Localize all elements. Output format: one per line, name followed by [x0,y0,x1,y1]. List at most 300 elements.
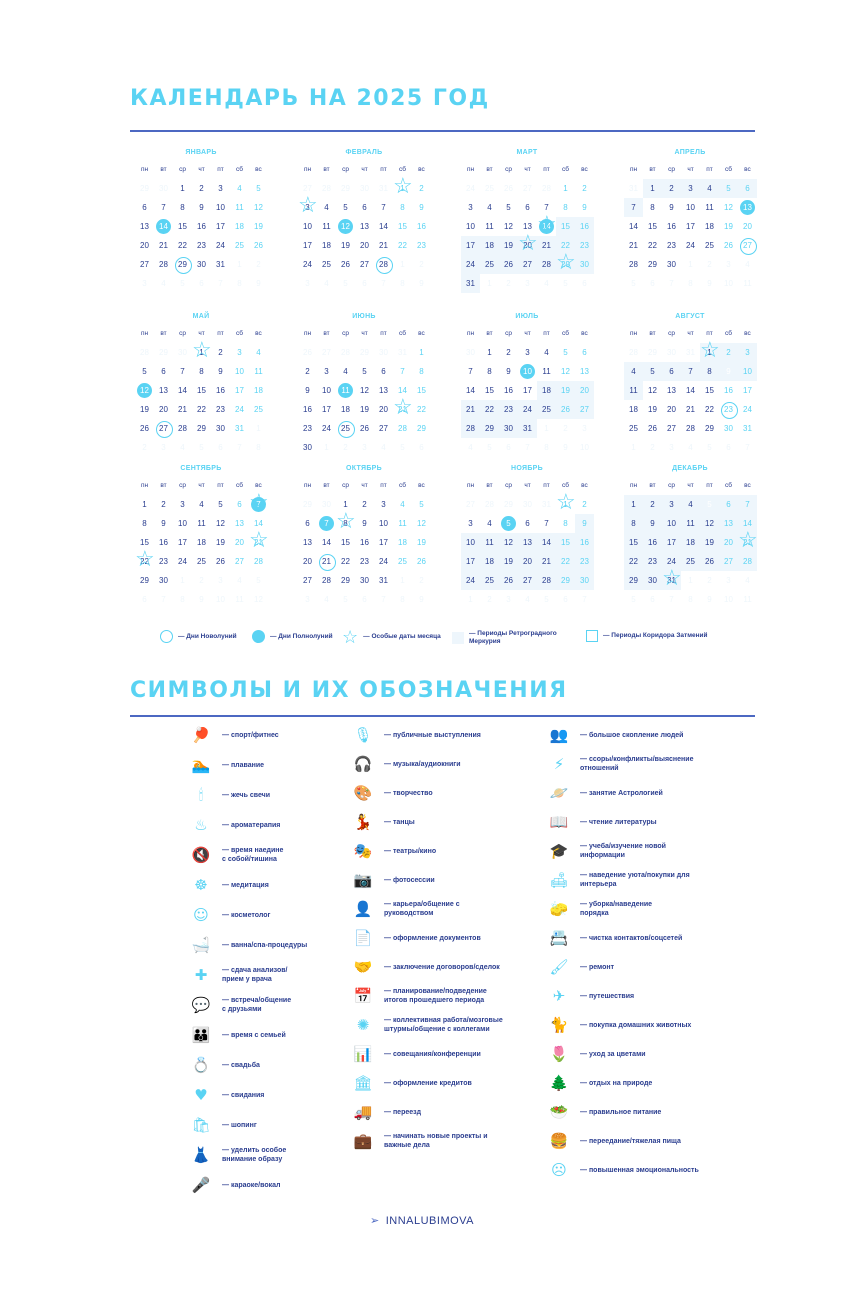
symbol-item [352,753,552,775]
symbol-label: — музыка/аудиокниги [384,760,461,768]
adjacent-month-day: 9 [419,279,424,288]
day-cell: 13 [667,386,676,395]
adjacent-month-day: 8 [400,279,405,288]
adjacent-month-day: 2 [199,576,204,585]
day-cell: 10 [738,362,757,381]
adjacent-month-day: 1 [400,576,405,585]
day-cell: 25 [398,557,407,566]
adjacent-month-day: 10 [580,443,589,452]
symbol-label: — наведение уюта/покупки для интерьера [580,872,690,888]
adjacent-month-day: 2 [506,279,511,288]
day-cell: 18 [197,538,206,547]
day-cell: 10 [662,514,681,533]
day-cell: 17 [461,236,480,255]
symbol-label: — большое скопление людей [580,731,684,739]
swimming-icon: 🏊 [191,756,211,774]
adjacent-month-day: 1 [324,443,329,452]
day-cell: 24 [178,557,187,566]
adjacent-month-day: 2 [419,260,424,269]
symbol-item [548,1130,748,1152]
salad-icon: 🥗 [549,1103,569,1121]
weekday-label: вс [255,482,262,489]
adjacent-month-day: 1 [400,260,405,269]
day-cell: 7 [738,495,757,514]
day-cell: 28 [537,255,556,274]
speaker-icon: 🎙 [353,726,373,744]
symbol-label: — медитация [222,881,269,889]
mirror-icon: 👗 [191,1146,211,1164]
day-cell: 4 [400,500,405,509]
day-cell: 7 [400,367,405,376]
day-cell: 15 [556,217,575,236]
adjacent-month-day: 5 [707,443,712,452]
truck-icon: 🚚 [353,1103,373,1121]
day-cell: 20 [360,241,369,250]
weekday-label: чт [524,482,531,489]
day-cell: 20 [667,405,676,414]
symbol-label: — танцы [384,818,415,826]
day-cell: 25 [537,400,556,419]
weekday-label: сб [399,166,406,173]
camera-icon: 📷 [353,871,373,889]
adjacent-month-day: 3 [362,443,367,452]
aroma-icon: ♨ [194,816,208,834]
legend-new-moon [160,630,237,643]
day-cell: 18 [480,236,499,255]
adjacent-month-day: 4 [161,279,166,288]
adjacent-month-day: 30 [667,348,676,357]
day-cell: 5 [419,500,424,509]
day-cell: 9 [506,367,511,376]
weekday-label: пн [466,330,475,337]
adjacent-month-day: 4 [381,443,386,452]
day-cell: 2 [662,179,681,198]
day-cell: 21 [317,552,336,571]
day-cell: 28 [178,424,187,433]
symbol-item [352,1043,552,1065]
month-name: ЯНВАРЬ [185,149,217,156]
weekday-label: сб [236,482,243,489]
day-cell: 17 [686,222,695,231]
day-cell: 27 [719,552,738,571]
day-cell: 29 [197,424,206,433]
handshake-icon: 🤝 [353,958,373,976]
adjacent-month-day: 5 [256,576,261,585]
day-cell: 8 [700,362,719,381]
adjacent-month-day: 5 [631,595,636,604]
symbol-label: — покупка домашних животных [580,1021,692,1029]
day-cell: 1 ☆ [556,495,575,514]
day-cell: 25 [322,260,331,269]
day-cell: 6 [381,367,386,376]
adjacent-month-day: 4 [468,443,473,452]
day-cell: 14 [154,217,173,236]
adjacent-month-day: 11 [235,595,244,604]
adjacent-month-day: 31 [379,184,388,193]
month-name: МАРТ [516,149,538,156]
weekday-label: пт [217,166,224,173]
day-cell: 21 [159,241,168,250]
day-cell: 26 [341,260,350,269]
day-cell: 4 [624,362,643,381]
day-cell: 2 [305,367,310,376]
adjacent-month-day: 1 [688,576,693,585]
adjacent-month-day: 30 [466,348,475,357]
day-cell: 28 [738,552,757,571]
day-cell: 4 [343,367,348,376]
day-cell: 19 [499,552,518,571]
day-cell: 13 [523,222,532,231]
day-cell: 7 [544,203,549,212]
symbol-item [352,811,552,833]
bank-icon: 🏛 [353,1074,373,1092]
day-cell: 7 [381,203,386,212]
month-name: ОКТЯБРЬ [346,465,382,472]
day-cell: 21 [686,405,695,414]
symbol-item [548,840,748,862]
month-name: ФЕВРАЛЬ [345,149,383,156]
day-cell: 30 [643,571,662,590]
adjacent-month-day: 6 [199,279,204,288]
title-divider [130,130,755,132]
adjacent-month-day: 6 [506,443,511,452]
day-cell: 12 [499,533,518,552]
day-cell: 26 [140,424,149,433]
day-cell: 22 [197,405,206,414]
presentation-icon: 📊 [353,1045,373,1063]
day-cell: 11 [480,533,499,552]
day-cell: 23 [159,557,168,566]
adjacent-month-day: 6 [726,443,731,452]
day-cell: 20 [719,533,738,552]
day-cell: 10 [466,222,475,231]
adjacent-month-day: 6 [362,595,367,604]
face-icon: ☺ [193,906,209,924]
day-cell: 21 ☆ [738,533,757,552]
adjacent-month-day: 8 [400,595,405,604]
day-cell: 9 [575,514,594,533]
symbol-label: — жечь свечи [222,791,271,799]
day-cell: 8 [400,203,405,212]
symbol-item [548,1159,748,1181]
symbols-title: СИМВОЛЫ И ИХ ОБОЗНАЧЕНИЯ [130,678,568,703]
adjacent-month-day: 6 [650,595,655,604]
document-icon: 📄 [353,929,373,947]
day-cell: 9 [582,203,587,212]
day-cell: 27 [140,260,149,269]
day-cell: 26 [724,241,733,250]
weekday-label: чт [687,166,694,173]
day-cell: 22 [624,552,643,571]
adjacent-month-day: 27 [322,348,331,357]
day-cell: 27 [303,576,312,585]
day-cell: 13 [235,519,244,528]
weekday-label: вт [323,166,330,173]
day-cell: 6 [738,179,757,198]
weekday-label: ср [668,482,675,489]
day-cell: 27 [235,557,244,566]
day-cell: 4 [256,348,261,357]
day-cell: 2 [582,500,587,509]
weekday-label: сб [399,330,406,337]
adjacent-month-day: 10 [216,595,225,604]
day-cell: 13 [303,538,312,547]
day-cell: 18 [341,405,350,414]
day-cell: 15 [197,386,206,395]
day-cell: 13 [159,386,168,395]
symbol-label: — правильное питание [580,1108,662,1116]
symbol-label: — коллективная работа/мозговые штурмы/общение с коллегами [384,1017,503,1033]
weekday-label: ср [505,330,512,337]
symbol-label: — ссоры/конфликты/выяснение отношений [580,756,694,772]
day-cell: 29 [140,576,149,585]
adjacent-month-day: 26 [303,348,312,357]
hand-heart-icon: ♥ [194,1086,208,1104]
day-cell: 27 [518,255,537,274]
symbol-item [352,869,552,891]
day-cell: 27 [738,236,757,255]
day-cell: 20 [518,552,537,571]
day-cell: 25 [480,571,499,590]
day-cell: 23 [719,400,738,419]
symbol-label: — чистка контактов/соцсетей [580,934,683,942]
adjacent-month-day: 7 [218,279,223,288]
adjacent-month-day: 5 [544,595,549,604]
symbol-label: — заключение договоров/сделок [384,963,500,971]
day-cell: 12 [700,514,719,533]
adjacent-month-day: 1 [256,424,261,433]
adjacent-month-day: 6 [582,279,587,288]
weekday-label: ср [342,330,349,337]
day-cell: 17 [322,405,331,414]
weekday-label: пт [217,482,224,489]
adjacent-month-day: 6 [142,595,147,604]
weekday-label: вт [160,482,167,489]
adjacent-month-day: 1 [487,279,492,288]
day-cell: 3 ☆ [298,198,317,217]
symbol-label: — путешествия [580,992,635,1000]
microphone-icon: 🎤 [191,1176,211,1194]
weekday-label: сб [562,482,569,489]
day-cell: 10 [235,367,244,376]
adjacent-month-day: 6 [419,443,424,452]
symbol-label: — планирование/подведение итогов прошедшего периода [384,988,487,1004]
symbol-item [352,898,552,920]
full-moon-icon [252,630,265,643]
adjacent-month-day: 8 [544,443,549,452]
crowd-icon: 👥 [549,726,569,744]
day-cell: 17 [379,538,388,547]
day-cell: 29 [624,571,643,590]
weekday-label: пн [140,482,149,489]
legend-mercury-label: — Периоды Ретроградного Меркурия [469,630,557,645]
symbol-label: — отдых на природе [580,1079,653,1087]
weekday-label: пн [629,330,638,337]
day-cell: 6 [362,203,367,212]
weekday-label: ср [342,166,349,173]
day-cell: 10 [686,203,695,212]
legend-full-moon [252,630,333,643]
nature-icon: 🌲 [549,1074,569,1092]
day-cell: 3 [525,348,530,357]
weekday-label: ср [505,166,512,173]
day-cell: 16 [197,222,206,231]
day-cell: 22 ☆ [135,552,154,571]
weekday-label: ср [505,482,512,489]
day-cell: 30 [575,255,594,274]
day-cell: 1 [487,348,492,357]
day-cell: 27 [379,424,388,433]
adjacent-month-day: 7 [525,443,530,452]
day-cell: 15 [705,386,714,395]
day-cell: 24 [743,405,752,414]
weekday-label: ср [342,482,349,489]
day-cell: 27 [518,571,537,590]
day-cell: 27 [154,419,173,438]
weekday-label: пт [380,166,387,173]
month-days-grid [624,160,756,293]
symbol-item [352,1014,552,1036]
day-cell: 8 [199,367,204,376]
weekday-label: ср [668,330,675,337]
day-cell: 3 [662,495,681,514]
manager-icon: 👤 [353,900,373,918]
weekday-label: пн [303,482,312,489]
day-cell: 19 [360,405,369,414]
day-cell: 25 [235,241,244,250]
day-cell: 4 [324,203,329,212]
adjacent-month-day: 4 [324,279,329,288]
month-6 [298,310,430,457]
day-cell: 12 [336,217,355,236]
day-cell: 9 [719,362,738,381]
weekday-label: пн [140,166,149,173]
month-days-grid [298,476,430,609]
day-cell: 8 [563,519,568,528]
day-cell: 1 [180,184,185,193]
day-cell: 16 [667,222,676,231]
day-cell: 15 [648,222,657,231]
weekday-label: вс [581,482,588,489]
footer-brand [0,1214,844,1227]
weekday-label: вт [486,166,493,173]
ping-pong-icon: 🏓 [191,726,211,744]
month-days-grid [461,324,593,457]
day-cell: 6 [525,203,530,212]
weekday-label: ср [179,482,186,489]
mercury-swatch-icon [452,632,464,644]
adjacent-month-day: 5 [180,279,185,288]
adjacent-month-day: 31 [398,348,407,357]
day-cell: 14 [254,519,263,528]
day-cell: 24 [461,255,480,274]
day-cell: 24 [461,571,480,590]
day-cell: 6 [161,367,166,376]
adjacent-month-day: 7 [161,595,166,604]
calendar-title: КАЛЕНДАРЬ НА 2025 ГОД [130,86,490,111]
day-cell: 29 [480,419,499,438]
weekday-label: вс [418,166,425,173]
symbol-label: — ремонт [580,963,615,971]
weekday-label: сб [562,330,569,337]
day-cell: 29 [705,424,714,433]
day-cell: 22 [705,405,714,414]
day-cell: 24 [303,260,312,269]
adjacent-month-day: 3 [726,576,731,585]
day-cell: 29 [556,571,575,590]
adjacent-month-day: 2 [707,576,712,585]
day-cell: 18 [681,533,700,552]
day-cell: 18 [705,222,714,231]
symbol-item [548,1072,748,1094]
day-cell: 28 [374,255,393,274]
weekday-label: пн [303,330,312,337]
adjacent-month-day: 4 [745,576,750,585]
day-cell: 15 [178,222,187,231]
day-cell: 30 [575,571,594,590]
adjacent-month-day: 9 [707,279,712,288]
day-cell: 17 [523,386,532,395]
day-cell: 2 [506,348,511,357]
weekday-label: вт [323,482,330,489]
weekday-label: ср [179,330,186,337]
adjacent-month-day: 28 [485,500,494,509]
day-cell: 23 [216,405,225,414]
emotion-icon: ☹ [551,1161,567,1179]
day-cell: 30 [303,443,312,452]
day-cell: 23 [643,552,662,571]
symbol-label: — время наедине с собой/тишина [222,847,284,863]
adjacent-month-day: 9 [707,595,712,604]
day-cell: 18 [537,381,556,400]
weekday-label: вс [255,330,262,337]
day-cell: 18 [254,386,263,395]
symbol-label: — совещания/конференции [384,1050,481,1058]
symbol-item [548,1101,748,1123]
day-cell: 24 [235,405,244,414]
month-name: АПРЕЛЬ [674,149,706,156]
day-cell: 7 ☆ [249,495,268,514]
planet-icon: 🪐 [549,784,569,802]
day-cell: 30 [216,424,225,433]
legend-special [342,627,441,647]
symbol-label: — творчество [384,789,433,797]
day-cell: 25 [681,552,700,571]
pet-icon: 🐈 [549,1016,569,1034]
day-cell: 31 [216,260,225,269]
day-cell: 3 [237,348,242,357]
adjacent-month-day: 8 [180,595,185,604]
day-cell: 15 [417,386,426,395]
day-cell: 7 [624,198,643,217]
day-cell: 20 [159,405,168,414]
day-cell: 24 [686,241,695,250]
day-cell: 30 [197,260,206,269]
weekday-label: пн [466,482,475,489]
adjacent-month-day: 4 [324,595,329,604]
adjacent-month-day: 9 [419,595,424,604]
day-cell: 11 [681,514,700,533]
day-cell: 2 [218,348,223,357]
day-cell: 6 [305,519,310,528]
day-cell: 6 [582,348,587,357]
symbol-label: — начинать новые проекты и важные дела [384,1133,488,1149]
symbol-label: — ароматерапия [222,821,281,829]
day-cell: 22 [648,241,657,250]
day-cell: 5 [142,367,147,376]
day-cell: 3 [681,179,700,198]
day-cell: 1 [643,179,662,198]
